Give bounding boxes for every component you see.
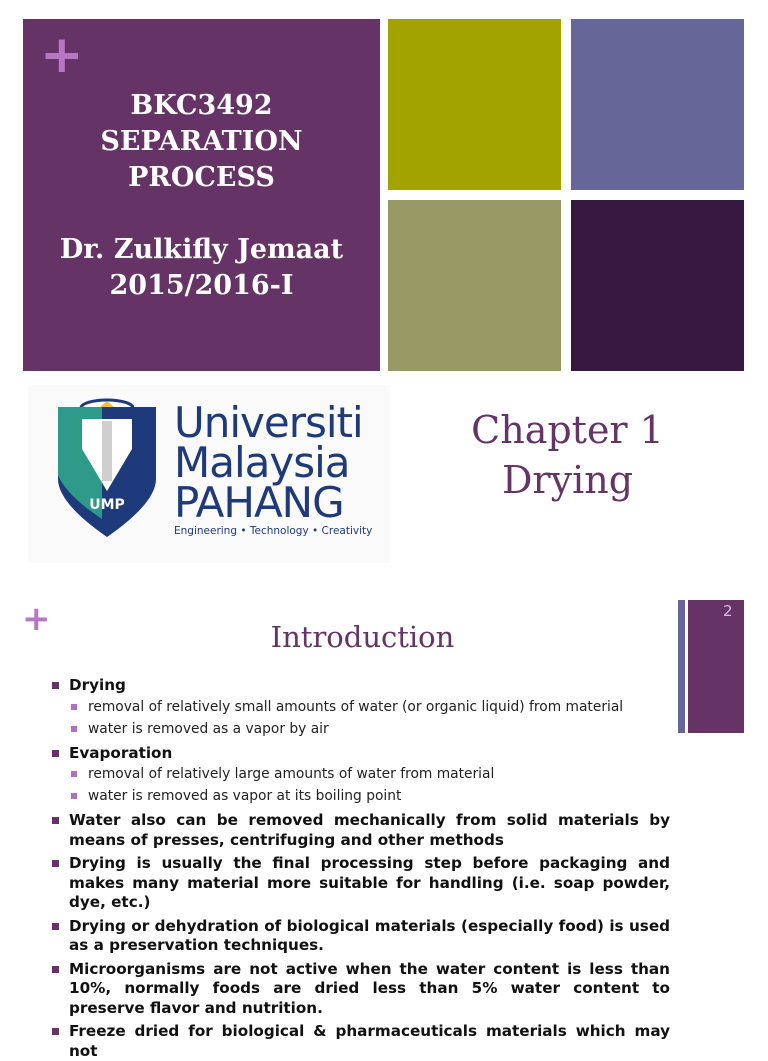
decor-square-plum xyxy=(571,200,744,371)
bullet-item: Freeze dried for biological & pharmaceuticals materials which may not xyxy=(50,1022,670,1061)
logo-line-3: PAHANG xyxy=(174,478,344,527)
decor-square-olive xyxy=(388,19,561,190)
ump-shield-icon xyxy=(56,391,158,541)
course-name-line-2: PROCESS xyxy=(128,162,275,193)
accent-bar-thin xyxy=(678,600,685,733)
university-logo xyxy=(28,385,390,563)
logo-line-1: Universiti xyxy=(174,398,363,447)
bullet-item: Drying or dehydration of biological materials (especially food) is used as a preservation techniques. xyxy=(50,917,670,956)
session: 2015/2016-I xyxy=(109,270,294,301)
course-title xyxy=(23,88,380,304)
course-code: BKC3492 xyxy=(130,90,273,121)
plus-icon: + xyxy=(22,599,51,639)
bullet-item: Drying is usually the final processing step before packaging and makes many material more suitable for handling (i.e. soap powder, dye, etc.) xyxy=(50,854,670,913)
bullet-item: Microorganisms are not active when the water content is less than 10%, normally foods are dried less than 5% water content to preserve flavor and nutrition. xyxy=(50,960,670,1019)
slide-heading: Introduction xyxy=(270,620,455,654)
ump-mark-text: UMP xyxy=(89,497,125,513)
sub-bullet-item: water is removed as vapor at its boiling point xyxy=(50,785,670,807)
logo-line-2: Malaysia xyxy=(174,438,350,487)
accent-bar xyxy=(688,600,744,733)
bullet-item: Drying xyxy=(50,676,670,696)
decor-square-lavender xyxy=(571,19,744,190)
author-name: Dr. Zulkifly Jemaat xyxy=(59,234,344,265)
bullet-list xyxy=(50,676,670,1061)
course-name-line-1: SEPARATION xyxy=(100,126,303,157)
chapter-subtitle: Drying xyxy=(501,458,634,502)
plus-icon: + xyxy=(40,25,84,85)
sub-bullet-item: removal of relatively large amounts of water from material xyxy=(50,763,670,785)
logo-tagline: Engineering • Technology • Creativity xyxy=(174,525,373,537)
bullet-item: Evaporation xyxy=(50,744,670,764)
chapter-heading xyxy=(440,405,695,505)
chapter-title: Chapter 1 xyxy=(471,408,664,452)
bullet-item: Water also can be removed mechanically from solid materials by means of presses, centrifuging and other methods xyxy=(50,811,670,850)
slide-number: 2 xyxy=(723,602,733,620)
sub-bullet-item: water is removed as a vapor by air xyxy=(50,718,670,740)
decor-square-khaki xyxy=(388,200,561,371)
sub-bullet-item: removal of relatively small amounts of water (or organic liquid) from material xyxy=(50,696,670,718)
